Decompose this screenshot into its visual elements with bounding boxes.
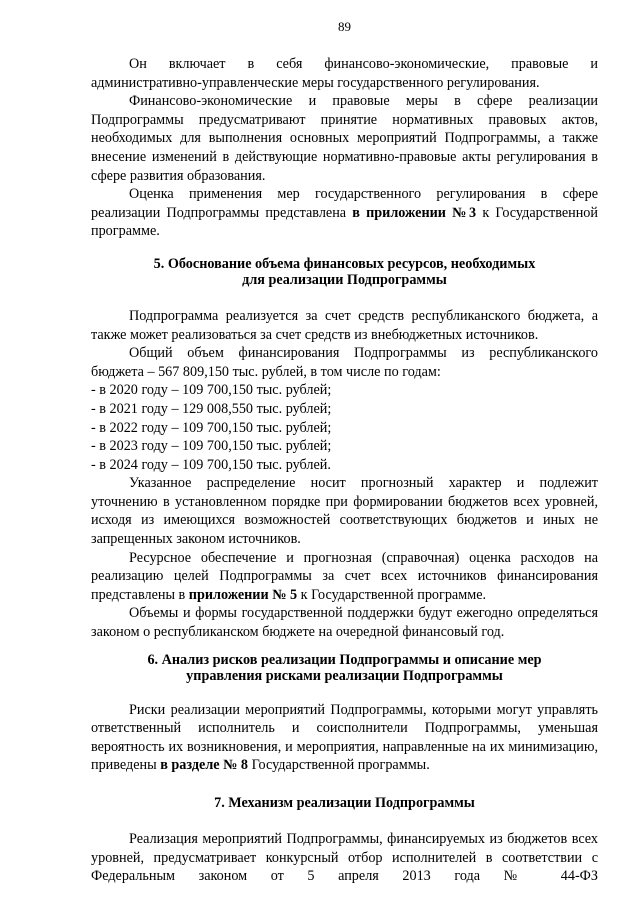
section-6-heading	[91, 652, 598, 684]
intro-p3-text-b: к Государственной программе.	[91, 204, 598, 240]
intro-paragraph-1: Он включает в себя финансово-экономические, правовые и административно-управленческие меры государственного регулирования.	[91, 56, 598, 91]
section-6-heading-line-2: управления рисками реализации Подпрограммы	[186, 667, 503, 684]
intro-paragraph-2: Финансово-экономические и правовые меры в сфере реализации Подпрограммы предусматривают принятие нормативных правовых актов, необходимых для выполнения основных мероприятий Подпрограммы, а также внесение изменений в действующие нормативно-правовые акты регулирования в сфере развития образования.	[91, 93, 598, 184]
section-5-p4-text-b: к Государственной программе.	[297, 586, 487, 603]
funding-year-item: - в 2023 году – 109 700,150 тыс. рублей;	[91, 438, 332, 455]
funding-year-item: - в 2021 году – 129 008,550 тыс. рублей;	[91, 400, 332, 417]
section-5-paragraph-5: Объемы и формы государственной поддержки будут ежегодно определяться законом о республиканском бюджете на очередной финансовый год.	[91, 605, 598, 641]
section-6-p1-section-ref: в разделе № 8	[160, 757, 249, 774]
section-6-p1-text-b: Государственной программы.	[248, 757, 430, 774]
funding-year-item: - в 2020 году – 109 700,150 тыс. рублей;	[91, 382, 332, 399]
section-5-paragraph-3: Указанное распределение носит прогнозный характер и подлежит уточнению в установленном порядке при формировании бюджетов всех уровней, исходя из имеющихся возможностей соответствующих бюджетов и иных не запрещенных законом источников.	[91, 475, 598, 548]
section-6-paragraph-1	[91, 701, 598, 775]
section-5-p4-text-a: Ресурсное обеспечение и прогнозная (справочная) оценка расходов на реализацию целей Подпрограммы за счет всех источников финансирования представлены в	[91, 549, 598, 603]
section-6-heading-line-1: 6. Анализ рисков реализации Подпрограммы и описание мер	[147, 651, 542, 668]
section-5-heading-line-1: 5. Обоснование объема финансовых ресурсов, необходимых	[153, 255, 536, 272]
page-number: 89	[338, 19, 351, 34]
document-page	[91, 18, 598, 886]
section-5-heading	[91, 256, 598, 288]
section-6-p1-text-a: Риски реализации мероприятий Подпрограммы, которыми могут управлять ответственный исполнитель и соисполнители Подпрограммы, уменьшая вероятность их возникновения, и мероприятия, направленные на их минимизацию, приведены	[91, 701, 598, 774]
section-5-paragraph-2: Общий объем финансирования Подпрограммы из республиканского бюджета – 567 809,150 тыс. рублей, в том числе по годам:	[91, 345, 598, 380]
section-7-heading: 7. Механизм реализации Подпрограммы	[214, 795, 475, 811]
funding-year-item: - в 2024 году – 109 700,150 тыс. рублей.	[91, 456, 331, 473]
section-7-paragraph-1: Реализация мероприятий Подпрограммы, финансируемых из бюджетов всех уровней, предусматривает конкурсный отбор исполнителей в соответствии с Федеральным законом от 5 апреля 2013 года № 44-ФЗ	[91, 831, 598, 885]
funding-year-item: - в 2022 году – 109 700,150 тыс. рублей;	[91, 419, 332, 436]
intro-paragraph-3	[91, 185, 598, 241]
funding-by-year-list	[91, 381, 598, 474]
section-5-paragraph-4	[91, 549, 598, 605]
section-5-p4-appendix-ref: приложении № 5	[188, 586, 298, 603]
intro-p3-appendix-ref: в приложении №3	[352, 204, 477, 221]
section-5-paragraph-1: Подпрограмма реализуется за счет средств республиканского бюджета, а также может реализоваться за счет средств из внебюджетных источников.	[91, 307, 598, 343]
section-5-heading-line-2: для реализации Подпрограммы	[242, 271, 447, 288]
intro-p3-text-a: Оценка применения мер государственного регулирования в сфере реализации Подпрограммы представлена	[91, 186, 598, 221]
